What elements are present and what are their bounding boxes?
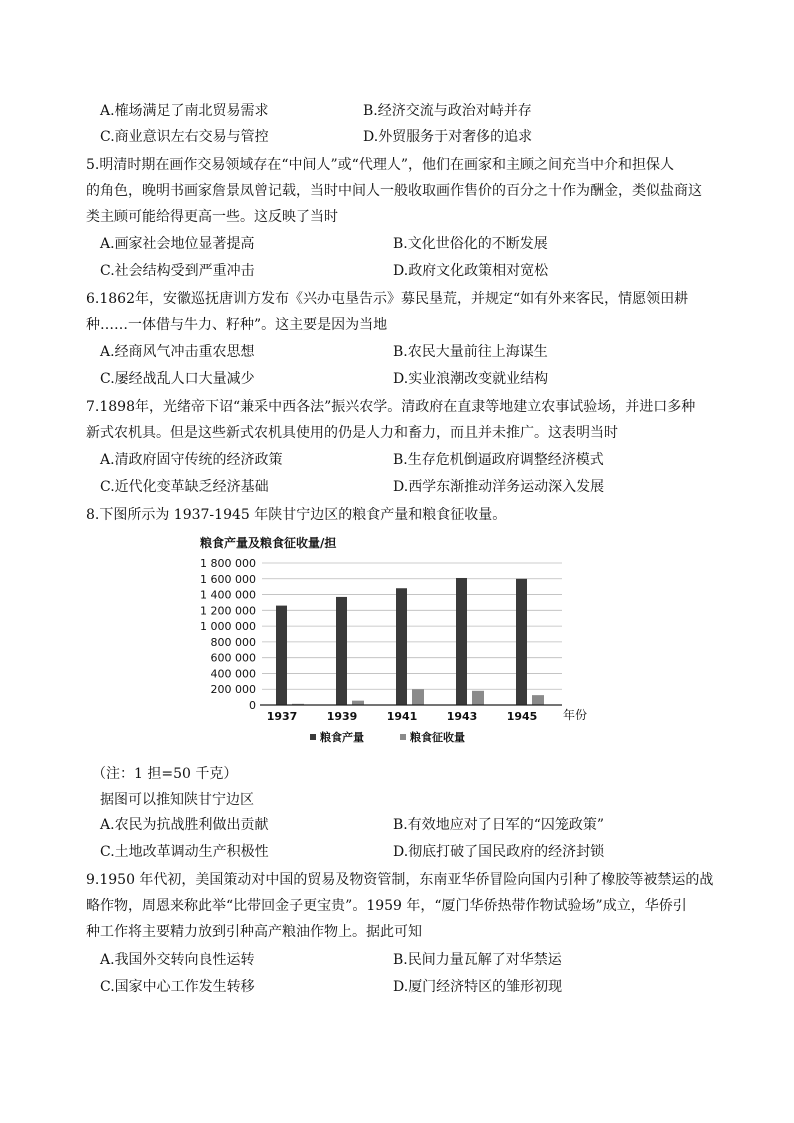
x-axis-label: 年份 — [563, 708, 588, 722]
bar-grain-production-1937 — [276, 606, 287, 705]
q5-option-c[interactable]: C.社会结构受到严重冲击 — [100, 263, 255, 279]
q7-stem-line-2: 新式农机具。但是这些新式农机具使用的仍是人力和畜力，而且并未推广。这表明当时 — [86, 425, 618, 441]
bar-grain-collection-1943 — [472, 691, 484, 705]
q6-stem-line-2: 种……一体借与牛力、籽种”。这主要是因为当地 — [86, 317, 388, 333]
q9-option-a[interactable]: A.我国外交转向良性运转 — [100, 952, 255, 968]
y-tick-label: 800 000 — [210, 635, 256, 649]
y-tick-label: 1 600 000 — [200, 572, 256, 586]
legend-label: 粮食产量 — [320, 731, 364, 744]
q5-stem-line-2: 的角色，晚明书画家詹景凤曾记载，当时中间人一般收取画作售价的百分之十作为酬金，类似盐商这 — [86, 183, 702, 199]
y-tick-label: 1 200 000 — [200, 604, 256, 618]
q6-stem-line-1: 6.1862年，安徽巡抚唐训方发布《兴办屯垦告示》募民垦荒，并规定“如有外来客民，情愿领田耕 — [86, 291, 689, 307]
grain-bar-chart — [190, 533, 590, 753]
q4-option-a[interactable]: A.榷场满足了南北贸易需求 — [100, 103, 269, 119]
chart-legend — [310, 730, 465, 744]
x-tick-label: 1943 — [446, 710, 478, 723]
q9-stem-line-2: 略作物，周恩来称此举“比带回金子更宝贵”。1959 年，“厦门华侨热带作物试验场”成立，华侨引 — [86, 898, 687, 914]
legend-swatch — [400, 734, 406, 740]
y-tick-label: 0 — [249, 699, 256, 712]
x-axis-ticks — [267, 710, 538, 723]
bar-grain-production-1939 — [336, 597, 347, 705]
q8-note: （注：1 担=50 千克） — [92, 766, 238, 782]
y-tick-label: 1 800 000 — [200, 557, 256, 570]
q5-stem-line-1: 5.明清时期在画作交易领域存在“中间人”或“代理人”，他们在画家和主顾之间充当中介和担保人 — [86, 157, 674, 173]
q5-stem-line-3: 类主顾可能给得更高一些。这反映了当时 — [86, 209, 338, 225]
y-tick-label: 1 400 000 — [200, 588, 256, 602]
q6-option-d[interactable]: D.实业浪潮改变就业结构 — [393, 371, 549, 387]
q8-option-b[interactable]: B.有效地应对了日军的“囚笼政策” — [393, 817, 605, 833]
q8-option-a[interactable]: A.农民为抗战胜利做出贡献 — [100, 817, 269, 833]
y-tick-label: 1 000 000 — [200, 620, 256, 634]
q4-option-c[interactable]: C.商业意识左右交易与管控 — [100, 129, 269, 145]
q7-option-d[interactable]: D.西学东渐推动洋务运动深入发展 — [393, 479, 605, 495]
q9-stem-line-3: 种工作将主要精力放到引种高产粮油作物上。据此可知 — [86, 924, 422, 940]
y-tick-label: 200 000 — [210, 683, 256, 697]
y-tick-label: 600 000 — [210, 651, 256, 665]
q8-stem: 8.下图所示为 1937-1945 年陕甘宁边区的粮食产量和粮食征收量。 — [86, 507, 507, 523]
legend-label: 粮食征收量 — [410, 731, 465, 744]
bar-grain-production-1943 — [456, 578, 467, 705]
q4-option-d[interactable]: D.外贸服务于对奢侈的追求 — [363, 129, 533, 145]
x-tick-label: 1941 — [386, 710, 418, 723]
y-tick-label: 400 000 — [210, 667, 256, 681]
q9-stem-line-1: 9.1950 年代初，美国策动对中国的贸易及物资管制，东南亚华侨冒险向国内引种了橡胶等被禁运的战 — [86, 872, 714, 888]
q8-lead: 据图可以推知陕甘宁边区 — [100, 792, 254, 808]
q6-option-a[interactable]: A.经商风气冲击重农思想 — [100, 344, 255, 360]
grain-chart — [190, 533, 590, 753]
y-axis-ticks — [200, 557, 256, 712]
bar-grain-collection-1945 — [532, 695, 544, 705]
bar-grain-collection-1939 — [352, 701, 364, 705]
q9-option-d[interactable]: D.厦门经济特区的雏形初现 — [393, 979, 563, 995]
q9-option-b[interactable]: B.民间力量瓦解了对华禁运 — [393, 952, 562, 968]
x-tick-label: 1937 — [266, 710, 298, 723]
q7-stem-line-1: 7.1898年，光绪帝下诏“兼采中西各法”振兴农学。清政府在直隶等地建立农事试验场，并进口多种 — [86, 399, 696, 415]
bar-grain-production-1945 — [516, 579, 527, 705]
x-tick-label: 1939 — [326, 710, 358, 723]
legend-swatch — [310, 734, 316, 740]
chart-title: 粮食产量及粮食征收量/担 — [200, 536, 337, 550]
q5-option-d[interactable]: D.政府文化政策相对宽松 — [393, 263, 549, 279]
q8-option-d[interactable]: D.彻底打破了国民政府的经济封锁 — [393, 844, 605, 860]
q7-option-b[interactable]: B.生存危机倒逼政府调整经济模式 — [393, 452, 604, 468]
q6-option-b[interactable]: B.农民大量前往上海谋生 — [393, 344, 548, 360]
q7-option-a[interactable]: A.清政府固守传统的经济政策 — [100, 452, 283, 468]
x-tick-label: 1945 — [506, 710, 538, 723]
q6-option-c[interactable]: C.屡经战乱人口大量减少 — [100, 371, 255, 387]
bar-grain-production-1941 — [396, 588, 407, 705]
q8-option-c[interactable]: C.土地改革调动生产积极性 — [100, 844, 269, 860]
q9-option-c[interactable]: C.国家中心工作发生转移 — [100, 979, 255, 995]
q5-option-b[interactable]: B.文化世俗化的不断发展 — [393, 236, 548, 252]
q7-option-c[interactable]: C.近代化变革缺乏经济基础 — [100, 479, 269, 495]
bar-grain-collection-1941 — [412, 689, 424, 705]
q5-option-a[interactable]: A.画家社会地位显著提高 — [100, 236, 255, 252]
q4-option-b[interactable]: B.经济交流与政治对峙并存 — [363, 103, 532, 119]
